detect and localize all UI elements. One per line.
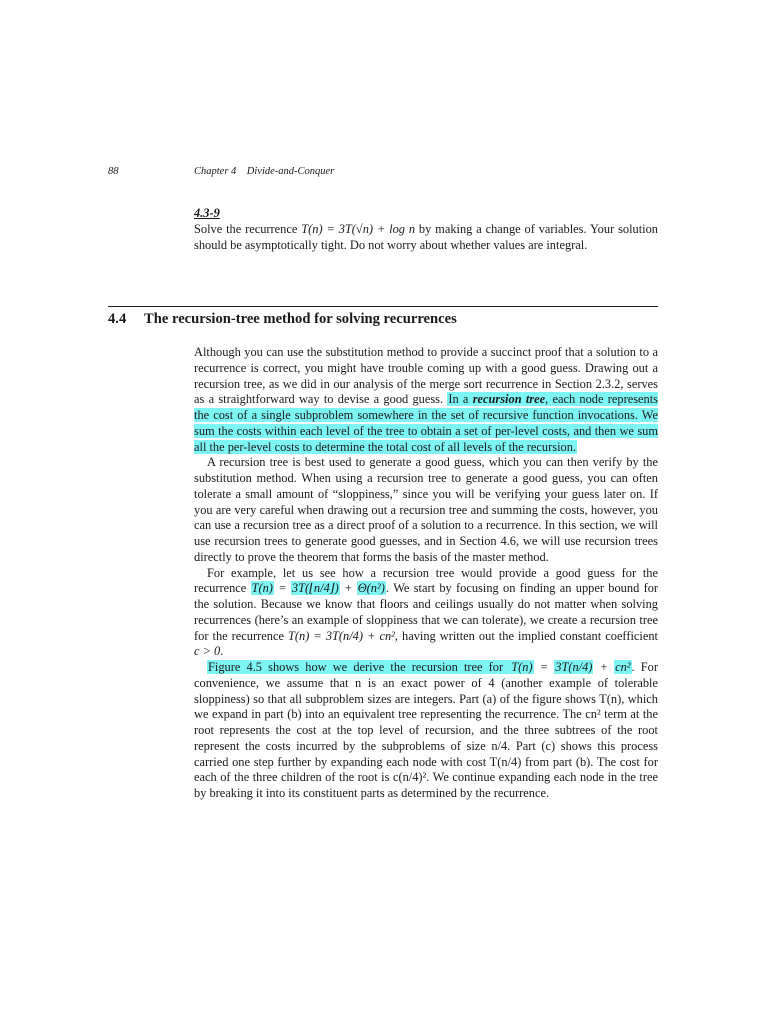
running-head: Chapter 4 Divide-and-Conquer [194, 166, 335, 177]
paragraph-1 [194, 345, 658, 455]
highlight-math-rhs-2: Θ(n²) [357, 581, 385, 596]
exercise-number: 4.3-9 [194, 206, 220, 220]
highlight-fig-math-rhs-1: 3T(n/4) [555, 660, 593, 674]
paragraph-2: A recursion tree is best used to generate a good guess, which you can then verify by the substitution method. When using a recursion tree to generate a good guess, you can often tolerate a small amount of “sloppiness,” since you will be verifying your guess later on. If you are very careful when drawing out a recursion tree and summing the costs, however, you can use a recursion tree as a direct proof of a solution to a recurrence. In this section, we will use recursion trees to generate good guesses, and in Section 4.6, we will use recursion trees directly to prove the theorem that forms the basis of the master method. [194, 455, 658, 564]
section-rule [108, 306, 658, 307]
paragraph-3-start: For example, let us see how a recursion tree would provide a good guess for the recurrence [194, 565, 658, 596]
paragraph-4 [194, 660, 658, 802]
math-constant: c > 0 [194, 644, 221, 659]
highlight-prefix: In a [448, 392, 473, 407]
paragraph-3-after: , having written out the implied constant coefficient [394, 628, 658, 643]
highlight-fig-math-rhs-2: cn² [615, 660, 631, 674]
section-title: The recursion-tree method for solving recurrences [144, 311, 457, 327]
section-body [194, 345, 658, 802]
exercise-text-start: Solve the recurrence [194, 222, 302, 236]
highlight-figure-reference: Figure 4.5 shows how we derive the recursion tree for [208, 660, 510, 674]
paragraph-3 [194, 566, 658, 661]
math-equals: = [273, 581, 291, 596]
highlight-math-lhs: T(n) [251, 581, 273, 596]
page-number: 88 [108, 166, 119, 177]
fig-math-plus: + [593, 660, 615, 674]
page-header [108, 166, 658, 182]
section-number: 4.4 [108, 311, 127, 327]
exercise-text [194, 221, 658, 253]
exercise-text-end: by making a change of variables. Your solution should be asymptotically tight. Do not worry about whether values are integral. [194, 222, 658, 252]
highlight-fig-math-lhs: T(n) [511, 660, 533, 674]
math-plus: + [339, 581, 357, 596]
exercise-block [194, 205, 658, 253]
paragraph-3-middle: . We start by focusing on finding an upper bound for the solution. Because we know that floors and ceilings usually do not matter when solving recurrences (here’s an example of sloppiness that we can tolerate), we create a recursion tree for the recurrence [194, 581, 659, 643]
math-recurrence-2: T(n) = 3T(n/4) + cn² [288, 628, 395, 643]
highlight-suffix: , each node represents the cost of a single subproblem somewhere in the set of recursive function invocations. We sum the costs within each level of the tree to obtain a set of per-level costs, and then we sum all the per-level costs to determine the total cost of all levels of the recursion. [194, 392, 658, 454]
exercise-recurrence: T(n) = 3T(√n) + log n [301, 222, 416, 236]
paragraph-1-plain: Although you can use the substitution method to provide a succinct proof that a solution to a recurrence is correct, you might have trouble coming up with a good guess. Drawing out a recursion tree, as we did in our analysis of the merge sort recurrence in Section 2.3.2, serves as a straightforward way to devise a good guess. [194, 345, 658, 407]
term-recursion-tree: recursion tree [472, 392, 546, 407]
highlight-math-rhs-1: 3T(⌊n/4⌋) [291, 581, 339, 596]
paragraph-3-end: . [220, 644, 224, 659]
section-heading [108, 310, 658, 328]
paragraph-4-rest: . For convenience, we assume that n is an exact power of 4 (another example of tolerable sloppiness) so that all subproblem sizes are integers. Part (a) of the figure shows T(n), which we expand in part (b) into an equivalent tree representing the recurrence. The cn² term at the root represents the cost at the top level of recursion, and the three subtrees of the root represent the costs incurred by the subproblems of size n/4. Part (c) shows this process carried one step further by expanding each node with cost T(n/4) from part (b). The cost for each of the three children of the root is c(n/4)². We continue expanding each node in the tree by breaking it into its constituent parts as determined by the recurrence. [194, 660, 658, 800]
fig-math-equals: = [533, 660, 555, 674]
